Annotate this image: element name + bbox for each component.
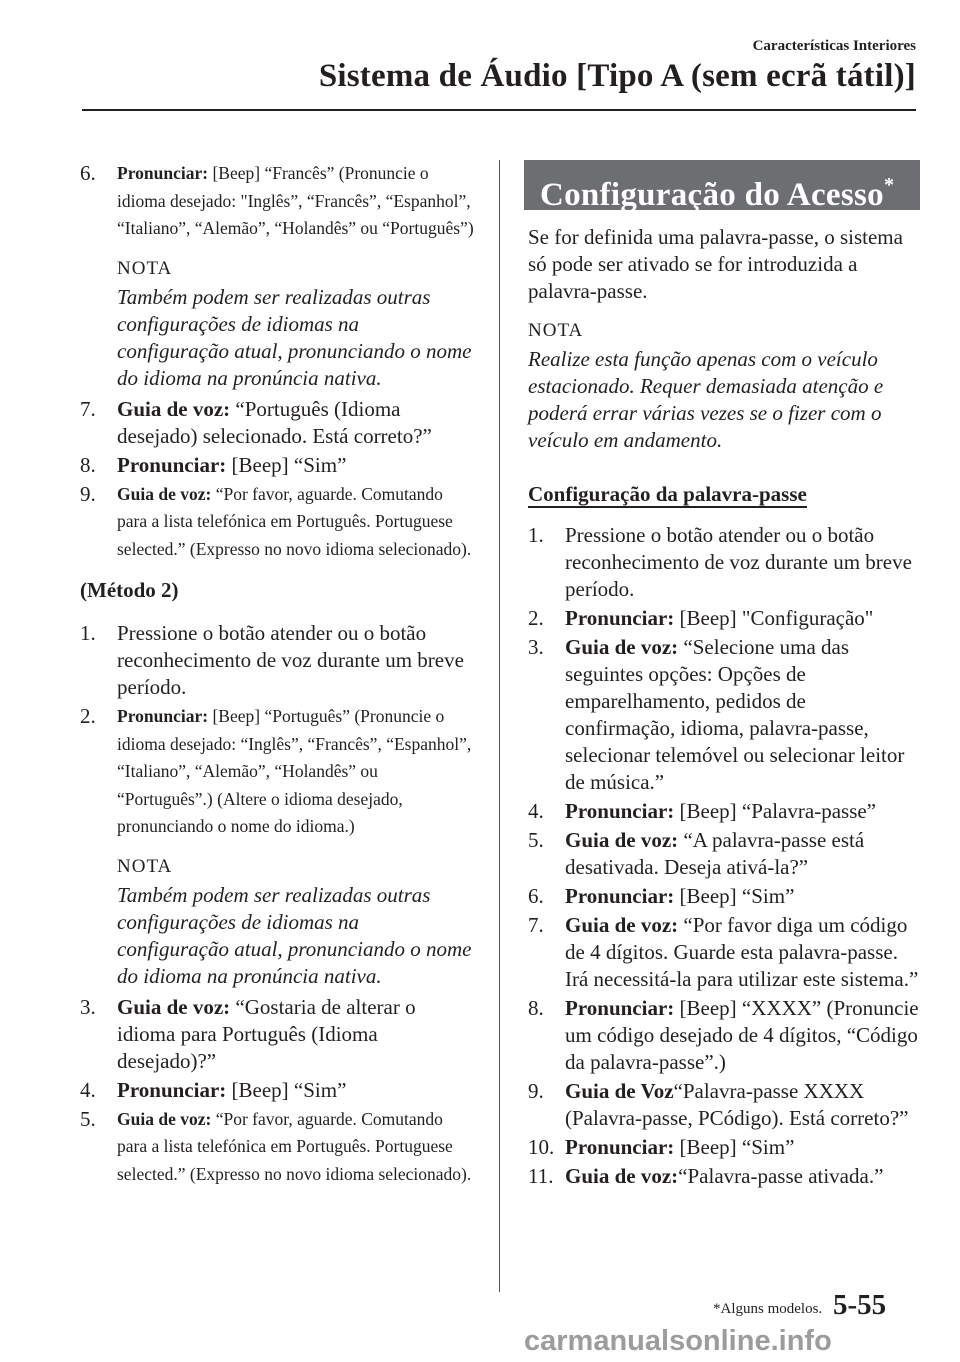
note-title: NOTA xyxy=(528,320,584,341)
step-number: 1. xyxy=(80,621,96,645)
step-text xyxy=(117,160,475,243)
step-content: “Por favor, aguarde. Comutando para a lista telefónica em Português. Portuguese selected.” (Expresso no novo idioma selecionado). xyxy=(117,1108,472,1184)
step-number: 4. xyxy=(80,1077,96,1102)
watermark: carmanualsonline.info xyxy=(524,1325,832,1357)
step-number: 8. xyxy=(80,452,96,477)
step-6 xyxy=(80,160,475,243)
step-number: 1. xyxy=(528,523,544,547)
page-number: 5-55 xyxy=(833,1289,887,1321)
note-title: NOTA xyxy=(117,257,173,279)
header-category: Características Interiores xyxy=(752,38,916,54)
note-title: NOTA xyxy=(117,855,173,877)
step-content: [Beep] “Palavra-passe” xyxy=(674,799,877,823)
step-content: “Português (Idioma desejado) selecionado. Está correto?” xyxy=(117,396,432,448)
section-banner xyxy=(524,160,920,213)
step-label: Guia de voz: xyxy=(565,635,679,659)
step-number: 2. xyxy=(80,704,96,728)
step-content: [Beep] "Configuração" xyxy=(674,606,874,630)
step-text xyxy=(565,1078,920,1132)
step-number: 6. xyxy=(528,884,544,908)
step-label: Pronunciar: xyxy=(565,1135,675,1159)
step-text xyxy=(565,827,920,881)
step-text xyxy=(565,1134,920,1161)
step-content: [Beep] “Sim” xyxy=(226,1077,347,1102)
step-text xyxy=(565,634,920,796)
step-text xyxy=(565,1163,920,1190)
password-step xyxy=(528,827,920,881)
note-block xyxy=(117,255,475,392)
method2-step-3 xyxy=(80,994,475,1075)
step-number: 9. xyxy=(80,481,96,506)
step-number: 5. xyxy=(80,1106,96,1131)
step-number: 3. xyxy=(80,994,96,1019)
password-step xyxy=(528,605,920,632)
note-body: Realize esta função apenas com o veículo estacionado. Requer demasiada atenção e poderá errar várias vezes se o fizer com o veículo em andamento. xyxy=(528,347,884,452)
step-7 xyxy=(80,396,475,450)
step-label: Pronunciar: xyxy=(117,163,209,183)
step-text xyxy=(117,703,475,841)
step-label: Pronunciar: xyxy=(117,1077,227,1102)
subsection-heading: Configuração da palavra-passe xyxy=(528,482,807,506)
header-rule xyxy=(82,109,916,111)
step-text xyxy=(117,994,475,1075)
step-text xyxy=(117,1077,475,1104)
step-label: Guia de voz: xyxy=(117,994,231,1019)
password-step xyxy=(528,798,920,825)
step-text xyxy=(565,995,920,1076)
step-content: [Beep] “Francês” (Pronuncie o idioma desejado: "Inglês”, “Francês”, “Espanhol”, “Italiano”, “Alemão”, “Holandês” ou “Português”) xyxy=(117,163,474,238)
note-block xyxy=(117,853,475,990)
password-step xyxy=(528,912,920,993)
page-title: Sistema de Áudio [Tipo A (sem ecrã tátil)] xyxy=(318,58,916,94)
step-number: 9. xyxy=(528,1079,544,1103)
step-text xyxy=(117,1106,475,1189)
password-step xyxy=(528,995,920,1076)
optional-mark: * xyxy=(883,174,895,196)
password-steps xyxy=(528,522,920,1190)
note-body: Também podem ser realizadas outras configurações de idiomas na configuração atual, pronunciando o nome do idioma na pronúncia nativa. xyxy=(117,284,472,390)
footnote: *Alguns modelos. xyxy=(713,1301,823,1317)
section-title: Configuração do Acesso xyxy=(540,177,884,213)
step-text xyxy=(117,481,475,564)
step-number: 5. xyxy=(528,828,544,852)
step-label: Guia de voz: xyxy=(117,396,231,421)
step-text xyxy=(565,522,920,603)
step-label: Guia de Voz xyxy=(565,1079,674,1103)
step-number: 3. xyxy=(528,635,544,659)
step-label: Guia de voz: xyxy=(565,1164,679,1188)
step-content: Pressione o botão atender ou o botão reconhecimento de voz durante um breve período. xyxy=(565,523,912,601)
password-step xyxy=(528,522,920,603)
step-label: Guia de voz: xyxy=(565,828,679,852)
method2-step-5 xyxy=(80,1106,475,1189)
step-content: [Beep] “Sim” xyxy=(226,452,347,477)
step-content: “Gostaria de alterar o idioma para Português (Idioma desejado)?” xyxy=(117,994,416,1073)
step-number: 7. xyxy=(528,913,544,937)
step-label: Pronunciar: xyxy=(117,706,209,726)
step-number: 11. xyxy=(528,1164,554,1188)
step-text xyxy=(565,798,920,825)
step-number: 10. xyxy=(528,1135,555,1159)
step-label: Guia de voz: xyxy=(565,913,679,937)
step-content: “Palavra-passe XXXX (Palavra-passe, PCódigo). Está correto?” xyxy=(565,1079,909,1130)
step-9 xyxy=(80,481,475,564)
password-step xyxy=(528,883,920,910)
step-content: “A palavra-passe está desativada. Deseja ativá-la?” xyxy=(565,828,865,879)
step-content: “Por favor, aguarde. Comutando para a lista telefónica em Português. Portuguese selected.” (Expresso no novo idioma selecionado). xyxy=(117,483,472,559)
step-label: Pronunciar: xyxy=(565,606,675,630)
step-content: “Palavra-passe ativada.” xyxy=(678,1164,884,1188)
step-content: [Beep] “Português” (Pronuncie o idioma desejado: “Inglês”, “Francês”, “Espanhol”, “Italiano”, “Alemão”, “Holandês” ou “Português”.) (Altere o idioma desejado, pronunciando o nome do idioma.) xyxy=(117,706,472,836)
step-text xyxy=(565,912,920,993)
password-step xyxy=(528,1163,920,1190)
step-text xyxy=(565,883,920,910)
step-text xyxy=(117,452,475,479)
step-label: Pronunciar: xyxy=(565,996,675,1020)
step-label: Pronunciar: xyxy=(117,452,227,477)
method2-step-1 xyxy=(80,620,475,701)
right-column xyxy=(528,160,920,1192)
note-body: Também podem ser realizadas outras configurações de idiomas na configuração atual, pronunciando o nome do idioma na pronúncia nativa. xyxy=(117,882,472,988)
password-step xyxy=(528,1078,920,1132)
step-number: 6. xyxy=(80,161,96,185)
step-text xyxy=(117,396,475,450)
step-number: 7. xyxy=(80,396,96,421)
step-8 xyxy=(80,452,475,479)
step-number: 8. xyxy=(528,996,544,1020)
step-label: Guia de voz: xyxy=(117,483,212,504)
step-number: 2. xyxy=(528,606,544,630)
password-step xyxy=(528,634,920,796)
step-content: [Beep] “Sim” xyxy=(674,1135,795,1159)
step-label: Pronunciar: xyxy=(565,884,675,908)
step-content: “Por favor diga um código de 4 dígitos. Guarde esta palavra-passe. Irá necessitá-la para utilizar este sistema.” xyxy=(565,913,919,991)
password-step xyxy=(528,1134,920,1161)
method2-step-2 xyxy=(80,703,475,841)
step-content: [Beep] “XXXX” (Pronuncie um código desejado de 4 dígitos, “Código da palavra-passe”.) xyxy=(565,996,919,1074)
method-heading: (Método 2) xyxy=(80,578,179,602)
method2-step-4 xyxy=(80,1077,475,1104)
note-block xyxy=(528,317,920,454)
step-content: “Selecione uma das seguintes opções: Opções de emparelhamento, pedidos de confirmação, idioma, palavra-passe, selecionar telemóvel ou selecionar leitor de música.” xyxy=(565,635,905,794)
step-text: Pressione o botão atender ou o botão reconhecimento de voz durante um breve período. xyxy=(117,621,464,699)
step-content: [Beep] “Sim” xyxy=(674,884,795,908)
step-label: Pronunciar: xyxy=(565,799,675,823)
column-divider xyxy=(499,160,500,1292)
step-number: 4. xyxy=(528,799,544,823)
intro-paragraph: Se for definida uma palavra-passe, o sistema só pode ser ativado se for introduzida a palavra-passe. xyxy=(528,225,903,303)
step-label: Guia de voz: xyxy=(117,1108,212,1129)
left-column xyxy=(80,160,475,1190)
step-text xyxy=(565,605,920,632)
